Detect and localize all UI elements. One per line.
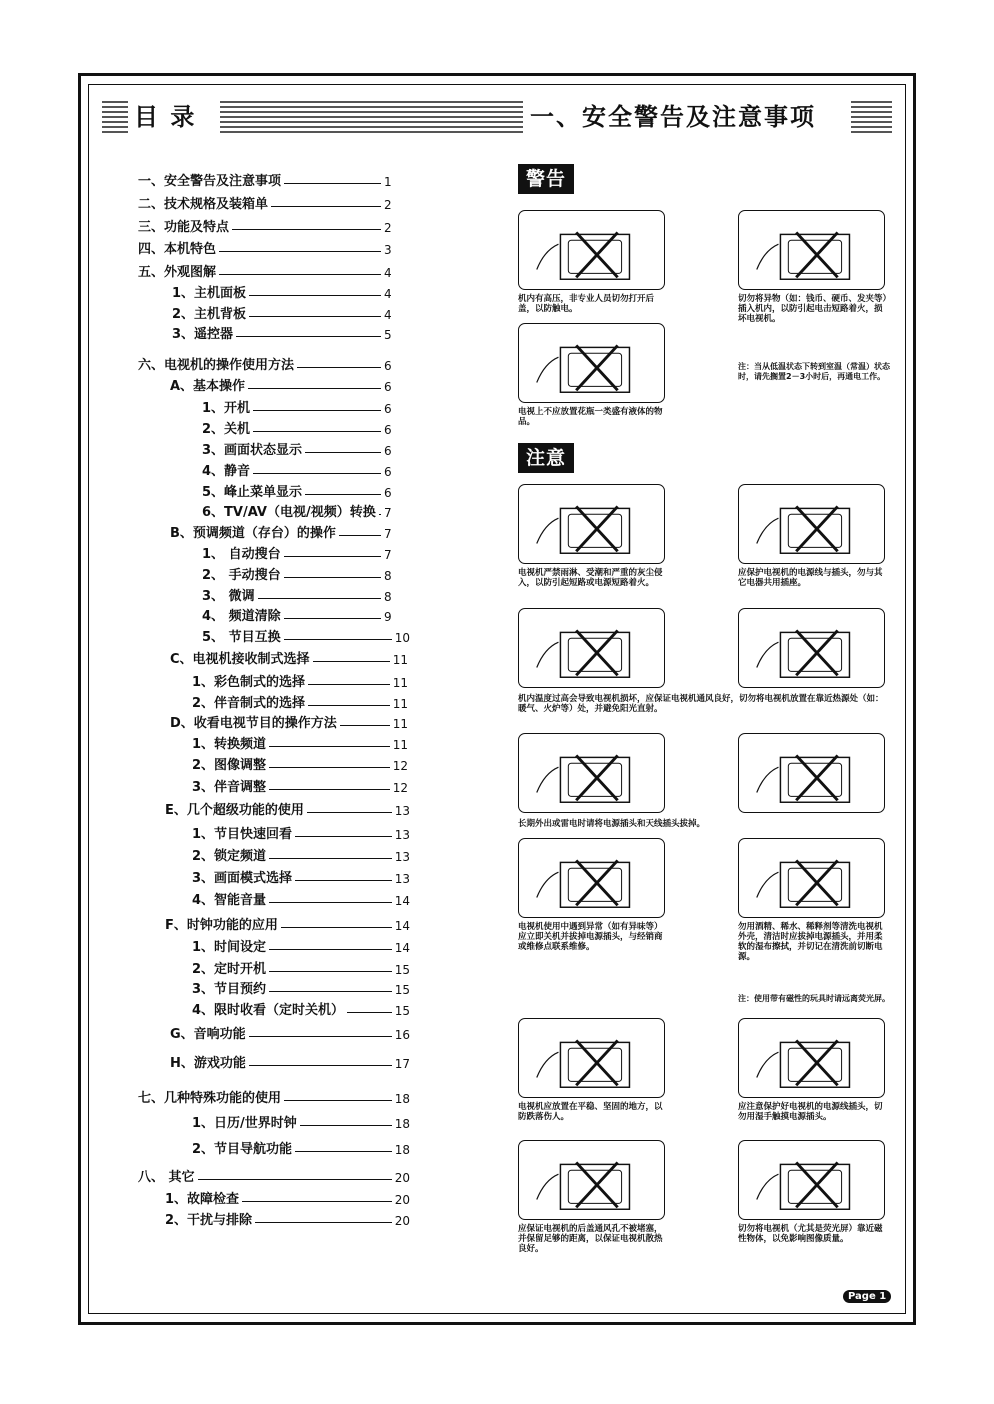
- toc-leader-line: [249, 295, 381, 296]
- toc-leader-line: [219, 274, 381, 275]
- toc-entry: [192, 694, 408, 714]
- tv-warning-icon: [739, 609, 884, 687]
- toc-entry: [138, 356, 398, 376]
- toc-entry: [138, 172, 398, 192]
- toc-leader-line: [284, 183, 381, 184]
- caution-illustration-4: [738, 608, 885, 688]
- toc-leader-line: [248, 388, 381, 389]
- toc-entry-label: 4、 频道清除: [202, 609, 281, 624]
- toc-leader-line: [249, 1065, 392, 1066]
- toc-leader-line: [249, 1036, 392, 1037]
- toc-entry-label: 1、日历/世界时钟: [192, 1116, 297, 1131]
- hand-icon: [537, 642, 559, 667]
- toc-entry: [165, 1211, 410, 1231]
- caution-caption-11: 应保证电视机的后盖通风孔不被堵塞，并保留足够的距离，以保证电视机散热良好。: [518, 1224, 663, 1254]
- toc-leader-line: [253, 410, 381, 411]
- toc-entry-page: 15: [394, 983, 410, 997]
- caution-illustration-3: [518, 608, 665, 688]
- toc-leader-line: [258, 598, 381, 599]
- tv-warning-icon: [739, 839, 884, 917]
- toc-entry-label: G、音响功能: [170, 1027, 246, 1042]
- caution-badge: 注意: [518, 443, 574, 473]
- toc-entry-label: 2、主机背板: [172, 307, 247, 322]
- toc-entry-page: 18: [394, 1092, 410, 1106]
- toc-entry-label: 2、锁定频道: [192, 849, 267, 864]
- toc-entry-label: 1、时间设定: [192, 940, 267, 955]
- hand-icon: [757, 1174, 779, 1199]
- toc-entry: [202, 587, 398, 607]
- section-title: 一、安全警告及注意事项: [530, 103, 816, 131]
- toc-entry-label: 1、节目快速回看: [192, 827, 293, 842]
- toc-entry-label: 3、 微调: [202, 589, 255, 604]
- toc-entry-page: 6: [384, 444, 392, 458]
- toc-entry: [138, 263, 398, 283]
- toc-entry-page: 12: [392, 759, 408, 773]
- toc-leader-line: [284, 577, 381, 578]
- toc-entry-label: 2、干扰与排除: [165, 1213, 253, 1228]
- toc-entry-page: 11: [392, 738, 408, 752]
- toc-entry-page: 6: [384, 423, 392, 437]
- toc-entry-page: 10: [394, 631, 410, 645]
- toc-leader-line: [300, 1125, 392, 1126]
- toc-entry: [138, 1089, 410, 1109]
- toc-leader-line: [295, 880, 392, 881]
- hand-icon: [757, 244, 779, 269]
- toc-leader-line: [269, 746, 390, 747]
- caution-illustration-5: [518, 733, 665, 813]
- hand-icon: [537, 244, 559, 269]
- hand-icon: [537, 872, 559, 897]
- toc-entry: [202, 399, 398, 419]
- toc-entry-label: 二、技术规格及装箱单: [138, 197, 269, 212]
- toc-entry-label: 四、本机特色: [138, 242, 217, 257]
- toc-entry-page: 20: [394, 1193, 410, 1207]
- toc-entry-page: 20: [394, 1171, 410, 1185]
- toc-leader-line: [269, 949, 392, 950]
- caution-note: 注：使用带有磁性的玩具时请远离荧光屏。: [738, 994, 890, 1003]
- tv-warning-icon: [519, 1141, 664, 1219]
- tv-warning-icon: [519, 324, 664, 402]
- toc-entry-page: 9: [384, 610, 392, 624]
- caution-illustration-8: [738, 838, 885, 918]
- tv-warning-icon: [519, 839, 664, 917]
- toc-entry: [138, 240, 398, 260]
- toc-leader-line: [271, 206, 381, 207]
- toc-entry-page: 13: [394, 804, 410, 818]
- toc-entry: [170, 524, 398, 544]
- hand-icon: [537, 518, 559, 543]
- toc-leader-line: [339, 535, 381, 536]
- toc-leader-line: [313, 661, 390, 662]
- toc-entry-label: 2、伴音制式的选择: [192, 696, 306, 711]
- hand-icon: [757, 767, 779, 792]
- toc-entry: [202, 462, 398, 482]
- toc-entry-label: 1、开机: [202, 401, 251, 416]
- toc-entry-page: 3: [384, 243, 392, 257]
- toc-entry: [192, 869, 410, 889]
- toc-entry-label: 4、静音: [202, 464, 251, 479]
- toc-leader-line: [297, 367, 381, 368]
- toc-entry: [202, 545, 398, 565]
- toc-entry-page: 13: [394, 850, 410, 864]
- toc-entry: [165, 1190, 410, 1210]
- toc-entry-page: 11: [392, 676, 408, 690]
- toc-entry-label: 2、图像调整: [192, 758, 267, 773]
- toc-entry-label: 5、峰止菜单显示: [202, 485, 303, 500]
- toc-entry-label: 3、画面模式选择: [192, 871, 293, 886]
- warning-caption-3: 电视上不应放置花瓶一类盛有液体的物品。: [518, 407, 663, 427]
- toc-entry: [192, 1001, 410, 1021]
- hand-icon: [537, 1174, 559, 1199]
- toc-entry-page: 2: [384, 221, 392, 235]
- toc-entry-page: 11: [392, 697, 408, 711]
- toc-entry-page: 6: [384, 380, 392, 394]
- tv-warning-icon: [519, 734, 664, 812]
- toc-leader-line: [253, 473, 381, 474]
- warning-illustration-2: [738, 210, 885, 290]
- toc-leader-line: [236, 336, 381, 337]
- toc-leader-line: [249, 316, 381, 317]
- toc-leader-line: [269, 767, 390, 768]
- toc-entry-page: 18: [394, 1117, 410, 1131]
- toc-entry: [192, 1114, 410, 1134]
- toc-entry: [202, 607, 398, 627]
- toc-entry: [192, 960, 410, 980]
- toc-entry: [192, 673, 408, 693]
- toc-entry-page: 5: [384, 328, 392, 342]
- toc-entry-label: C、电视机接收制式选择: [170, 652, 310, 667]
- toc-entry-label: 七、几种特殊功能的使用: [138, 1091, 282, 1106]
- tv-warning-icon: [519, 485, 664, 563]
- toc-entry-page: 4: [384, 266, 392, 280]
- toc-leader-line: [284, 639, 392, 640]
- toc-leader-line: [281, 927, 392, 928]
- toc-entry: [170, 650, 408, 670]
- toc-entry-label: 3、伴音调整: [192, 780, 267, 795]
- toc-entry-label: D、收看电视节目的操作方法: [170, 716, 337, 731]
- toc-entry: [192, 825, 410, 845]
- toc-entry-page: 6: [384, 359, 392, 373]
- toc-entry: [202, 503, 398, 523]
- toc-entry: [192, 735, 408, 755]
- warning-illustration-3: [518, 323, 665, 403]
- toc-entry: [192, 980, 410, 1000]
- tv-warning-icon: [739, 734, 884, 812]
- toc-leader-line: [269, 902, 392, 903]
- caution-illustration-1: [518, 484, 665, 564]
- warning-note: 注：当从低温状态下转到室温（常温）状态时，请先搁置2－3小时后，再通电工作。: [738, 362, 890, 381]
- toc-entry-label: 4、限时收看（定时关机）: [192, 1003, 345, 1018]
- toc-entry-label: 八、 其它: [138, 1170, 195, 1185]
- toc-entry: [170, 377, 398, 397]
- toc-entry-label: 2、节目导航功能: [192, 1142, 293, 1157]
- toc-entry: [138, 1168, 410, 1188]
- toc-entry: [138, 195, 398, 215]
- toc-entry-page: 13: [394, 828, 410, 842]
- toc-entry-label: 五、外观图解: [138, 265, 217, 280]
- hand-icon: [757, 642, 779, 667]
- hand-icon: [757, 518, 779, 543]
- toc-entry: [192, 778, 408, 798]
- toc-entry-label: 2、 手动搜台: [202, 568, 281, 583]
- toc-entry-page: 20: [394, 1214, 410, 1228]
- tv-warning-icon: [519, 1019, 664, 1097]
- toc-entry: [202, 628, 410, 648]
- toc-leader-line: [269, 789, 390, 790]
- toc-entry: [172, 325, 398, 345]
- toc-entry-label: 1、故障检查: [165, 1192, 240, 1207]
- toc-entry-label: 2、定时开机: [192, 962, 267, 977]
- toc-leader-line: [340, 725, 390, 726]
- tv-warning-icon: [739, 211, 884, 289]
- toc-entry: [170, 1054, 410, 1074]
- toc-entry-label: 1、转换频道: [192, 737, 267, 752]
- toc-entry-page: 14: [394, 894, 410, 908]
- toc-leader-line: [305, 494, 381, 495]
- hand-icon: [757, 1052, 779, 1077]
- tv-warning-icon: [739, 485, 884, 563]
- toc-entry-page: 2: [384, 198, 392, 212]
- toc-entry-label: 1、主机面板: [172, 286, 247, 301]
- toc-leader-line: [232, 229, 381, 230]
- toc-entry: [170, 714, 408, 734]
- caution-illustration-7: [518, 838, 665, 918]
- caution-illustration-9: [518, 1018, 665, 1098]
- toc-leader-line: [347, 1012, 392, 1013]
- toc-entry: [165, 916, 410, 936]
- toc-entry-label: H、游戏功能: [170, 1056, 246, 1071]
- hand-icon: [537, 767, 559, 792]
- toc-leader-line: [219, 251, 381, 252]
- toc-leader-line: [307, 812, 392, 813]
- toc-entry-page: 4: [384, 287, 392, 301]
- toc-entry-label: E、几个超级功能的使用: [165, 803, 304, 818]
- toc-entry-label: 六、电视机的操作使用方法: [138, 358, 295, 373]
- toc-entry-page: 8: [384, 569, 392, 583]
- toc-entry-page: 7: [384, 548, 392, 562]
- caution-caption-8: 勿用酒精、稀水、稀释剂等清洗电视机外壳，清洁时应拔掉电源插头，并用柔软的湿布擦拭，并切记在清洗前切断电源。: [738, 922, 883, 962]
- caution-caption-5: 长期外出或雷电时请将电源插头和天线插头拔掉。: [518, 819, 706, 829]
- warning-caption-2: 切勿将异物（如：钱币、硬币、发夹等）插入机内，以防引起电击短路着火，损坏电视机。: [738, 294, 887, 324]
- toc-leader-line: [305, 452, 381, 453]
- caution-caption-10: 应注意保护好电视机的电源线插头，切勿用湿手触摸电源插头。: [738, 1102, 883, 1122]
- toc-entry-label: 一、安全警告及注意事项: [138, 174, 282, 189]
- tv-warning-icon: [739, 1141, 884, 1219]
- toc-entry-page: 11: [392, 717, 408, 731]
- toc-entry: [170, 1025, 410, 1045]
- toc-entry: [172, 305, 398, 325]
- hand-icon: [757, 872, 779, 897]
- caution-illustration-2: [738, 484, 885, 564]
- toc-entry: [192, 891, 410, 911]
- warning-illustration-1: [518, 210, 665, 290]
- toc-entry-label: 3、画面状态显示: [202, 443, 303, 458]
- toc-leader-line: [269, 858, 392, 859]
- caution-illustration-10: [738, 1018, 885, 1098]
- toc-entry-page: 15: [394, 1004, 410, 1018]
- toc-entry-page: 4: [384, 308, 392, 322]
- toc-entry-page: 18: [394, 1143, 410, 1157]
- toc-entry-page: 6: [384, 465, 392, 479]
- toc-entry: [202, 483, 398, 503]
- toc-entry-page: 7: [384, 527, 392, 541]
- toc-entry-label: 2、关机: [202, 422, 251, 437]
- toc-entry: [192, 756, 408, 776]
- toc-entry-label: 6、TV/AV（电视/视频）转换: [202, 505, 376, 520]
- hand-icon: [537, 357, 559, 382]
- toc-leader-line: [242, 1201, 392, 1202]
- toc-entry-page: 6: [384, 486, 392, 500]
- toc-entry-label: 3、节目预约: [192, 982, 267, 997]
- toc-leader-line: [308, 705, 390, 706]
- tv-warning-icon: [519, 609, 664, 687]
- tv-warning-icon: [519, 211, 664, 289]
- toc-entry-label: 5、 节目互换: [202, 630, 281, 645]
- caution-caption-12: 切勿将电视机（尤其是荧光屏）靠近磁性物体，以免影响图像质量。: [738, 1224, 883, 1244]
- toc-leader-line: [284, 1100, 392, 1101]
- toc-leader-line: [308, 684, 390, 685]
- caution-caption-1: 电视机严禁雨淋、受潮和严重的灰尘侵入，以防引起短路或电源短路着火。: [518, 568, 663, 588]
- caution-caption-9: 电视机应放置在平稳、坚固的地方，以防跌落伤人。: [518, 1102, 663, 1122]
- toc-entry: [192, 1140, 410, 1160]
- toc-entry: [192, 847, 410, 867]
- toc-entry-label: F、时钟功能的应用: [165, 918, 278, 933]
- toc-entry-page: 1: [384, 175, 392, 189]
- toc-entry-page: 8: [384, 590, 392, 604]
- toc-entry-label: 1、彩色制式的选择: [192, 675, 306, 690]
- toc-entry-label: 三、功能及特点: [138, 220, 230, 235]
- toc-entry: [172, 284, 398, 304]
- toc-leader-line: [284, 556, 381, 557]
- toc-title: 目 录: [134, 103, 197, 131]
- toc-entry: [192, 938, 410, 958]
- page-number-mark: Page 1: [843, 1290, 891, 1303]
- toc-entry: [165, 801, 410, 821]
- toc-entry-page: 15: [394, 963, 410, 977]
- warning-caption-1: 机内有高压，非专业人员切勿打开后盖，以防触电。: [518, 294, 655, 314]
- toc-leader-line: [295, 836, 392, 837]
- toc-entry-page: 11: [392, 653, 408, 667]
- toc-leader-line: [255, 1222, 392, 1223]
- caution-illustration-11: [518, 1140, 665, 1220]
- toc-leader-line: [295, 1151, 392, 1152]
- toc-entry-label: 4、智能音量: [192, 893, 267, 908]
- hand-icon: [537, 1052, 559, 1077]
- toc-leader-line: [253, 431, 381, 432]
- tv-warning-icon: [739, 1019, 884, 1097]
- toc-entry: [202, 566, 398, 586]
- toc-entry-page: 12: [392, 781, 408, 795]
- toc-entry: [202, 420, 398, 440]
- toc-entry-label: 3、遥控器: [172, 327, 234, 342]
- toc-entry-label: B、预调频道（存台）的操作: [170, 526, 336, 541]
- toc-entry: [202, 441, 398, 461]
- toc-entry-page: 7: [384, 506, 392, 520]
- toc-entry: [138, 218, 398, 238]
- toc-entry-page: 14: [394, 941, 410, 955]
- caution-caption-7: 电视机使用中遇到异常（如有异味等）应立即关机并拔掉电源插头，与经销商或维修点联系维修。: [518, 922, 663, 952]
- toc-entry-page: 13: [394, 872, 410, 886]
- toc-leader-line: [198, 1179, 392, 1180]
- toc-entry-page: 17: [394, 1057, 410, 1071]
- toc-entry-label: 1、 自动搜台: [202, 547, 281, 562]
- caution-illustration-6: [738, 733, 885, 813]
- caution-illustration-12: [738, 1140, 885, 1220]
- toc-entry-page: 16: [394, 1028, 410, 1042]
- toc-entry-label: A、基本操作: [170, 379, 246, 394]
- toc-leader-line: [269, 971, 392, 972]
- caution-caption-3: 机内温度过高会导致电视机损坏，应保证电视机通风良好，切勿将电视机放置在靠近热源处（如：暖气、火炉等）处，并避免阳光直射。: [518, 694, 884, 714]
- toc-leader-line: [269, 991, 392, 992]
- warning-badge: 警告: [518, 164, 574, 194]
- toc-entry-page: 6: [384, 402, 392, 416]
- toc-entry-page: 14: [394, 919, 410, 933]
- caution-caption-2: 应保护电视机的电源线与插头，勿与其它电器共用插座。: [738, 568, 883, 588]
- toc-leader-line: [284, 618, 381, 619]
